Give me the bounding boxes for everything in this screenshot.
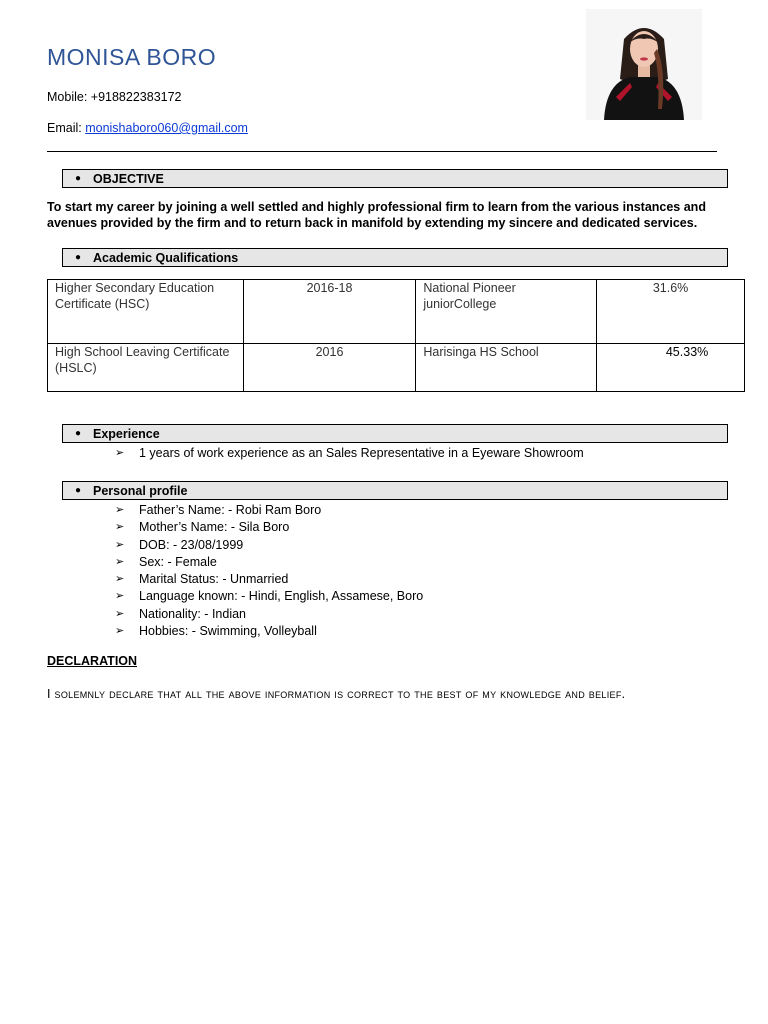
score-cell: 31.6% <box>597 280 745 344</box>
bullet-icon: ● <box>74 173 82 184</box>
profile-photo <box>586 9 702 120</box>
institution-cell: Harisinga HS School <box>416 344 597 392</box>
table-row <box>48 344 745 392</box>
list-item: ➢ Marital Status: - Unmarried <box>115 571 423 588</box>
list-item: ➢ Sex: - Female <box>115 554 423 571</box>
personal-heading-bar <box>62 481 728 500</box>
list-item: ➢ Language known: - Hindi, English, Assamese, Boro <box>115 588 423 605</box>
academic-table <box>47 279 745 392</box>
year-cell: 2016 <box>243 344 416 392</box>
personal-heading: Personal profile <box>93 483 188 498</box>
email-label: Email: <box>47 121 86 135</box>
declaration-text: I solemnly declare that all the above information is correct to the best of my knowledge and belief. <box>47 687 626 701</box>
experience-heading: Experience <box>93 426 160 441</box>
score-cell: 45.33% <box>597 344 745 392</box>
list-item: ➢ Hobbies: - Swimming, Volleyball <box>115 623 423 640</box>
mobile-line <box>47 90 182 104</box>
objective-heading: OBJECTIVE <box>93 171 164 186</box>
profile-photo-illustration <box>586 9 702 120</box>
header-divider <box>47 151 717 152</box>
candidate-name: MONISA BORO <box>47 44 217 70</box>
table-row <box>48 280 745 344</box>
list-item: ➢ Mother’s Name: - Sila Boro <box>115 519 423 536</box>
year-cell: 2016-18 <box>243 280 416 344</box>
mobile-label: Mobile: <box>47 90 91 104</box>
email-link[interactable]: monishaboro060@gmail.com <box>85 121 248 135</box>
mobile-number: +918822383172 <box>90 90 182 104</box>
qualification-cell: High School Leaving Certificate (HSLC) <box>48 344 244 392</box>
list-item: ➢ 1 years of work experience as an Sales Representative in a Eyeware Showroom <box>115 446 584 461</box>
academic-heading-bar <box>62 248 728 267</box>
qualification-cell: Higher Secondary Education Certificate (HSC) <box>48 280 244 344</box>
objective-heading-bar <box>62 169 728 188</box>
bullet-icon: ● <box>74 252 82 263</box>
experience-list <box>115 446 584 461</box>
academic-heading: Academic Qualifications <box>93 250 239 265</box>
list-item: ➢ Father’s Name: - Robi Ram Boro <box>115 502 423 519</box>
declaration-heading: DECLARATION <box>47 654 138 668</box>
email-line <box>47 121 248 135</box>
list-item: ➢ DOB: - 23/08/1999 <box>115 537 423 554</box>
experience-heading-bar <box>62 424 728 443</box>
objective-text: To start my career by joining a well settled and highly professional firm to learn from the various instances and avenues provided by the firm and to return back in manifold by extending my sincere and dedicated services. <box>47 200 706 230</box>
bullet-icon: ● <box>74 485 82 496</box>
list-item: ➢ Nationality: - Indian <box>115 606 423 623</box>
personal-list <box>115 502 423 640</box>
bullet-icon: ● <box>74 428 82 439</box>
institution-cell: National Pioneer juniorCollege <box>416 280 597 344</box>
